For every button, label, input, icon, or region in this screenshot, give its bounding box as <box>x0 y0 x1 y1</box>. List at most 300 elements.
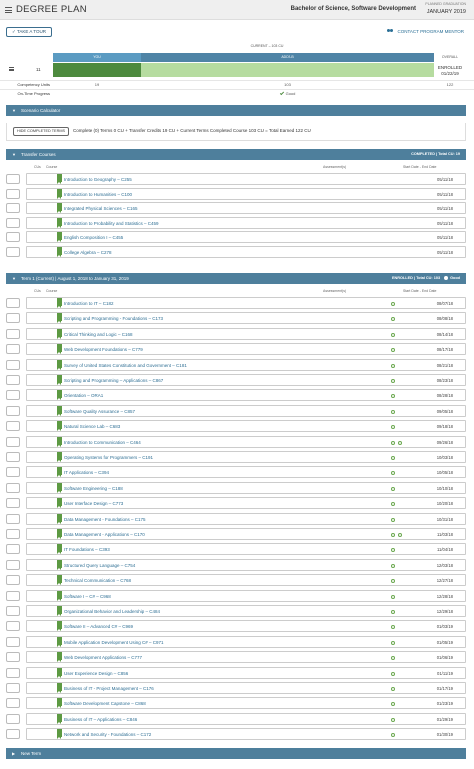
course-name-link[interactable]: Software II – Advanced C# – C969 <box>64 624 134 630</box>
course-card[interactable] <box>26 188 466 200</box>
bookmark-icon <box>57 498 62 506</box>
course-checkbox[interactable] <box>6 483 20 493</box>
assessment-icons <box>391 595 398 599</box>
course-checkbox[interactable] <box>6 683 20 693</box>
course-checkbox[interactable] <box>6 360 20 370</box>
course-card[interactable] <box>26 202 466 214</box>
course-name-link[interactable]: Software I – C# – C968 <box>64 593 111 599</box>
course-row[interactable] <box>6 451 466 463</box>
assessment-passed-icon[interactable] <box>391 364 395 368</box>
course-card[interactable] <box>26 297 466 309</box>
course-name-link[interactable]: Orientation – ORA1 <box>64 393 104 399</box>
course-checkbox[interactable] <box>6 668 20 678</box>
assessment-icons <box>391 364 398 368</box>
assessment-icons <box>391 548 398 552</box>
course-card[interactable] <box>26 328 466 340</box>
assessment-icons <box>391 502 398 506</box>
course-row[interactable] <box>6 697 466 709</box>
course-row[interactable] <box>6 466 466 478</box>
course-row[interactable] <box>6 482 466 494</box>
assessment-passed-icon[interactable] <box>391 564 395 568</box>
completed-progress-bar <box>53 63 141 77</box>
course-name-link[interactable]: Business of IT - Project Management – C176 <box>64 686 154 691</box>
course-checkbox[interactable] <box>6 247 20 257</box>
course-name-link[interactable]: Structured Query Language – C754 <box>64 562 136 568</box>
course-date: 05/11/18 <box>437 191 453 197</box>
course-card[interactable] <box>26 651 466 663</box>
bookmark-icon <box>57 483 62 491</box>
assessment-icons <box>391 333 398 337</box>
bookmark-icon <box>57 421 62 429</box>
course-checkbox[interactable] <box>6 437 20 447</box>
course-name-link[interactable]: Critical Thinking and Logic – C168 <box>64 331 133 337</box>
course-date: 12/03/18 <box>436 562 453 568</box>
assessment-passed-icon[interactable] <box>391 595 395 599</box>
assessment-icons <box>391 672 398 676</box>
course-card[interactable] <box>26 374 466 386</box>
course-row[interactable] <box>6 312 466 324</box>
bookmark-icon <box>57 467 62 475</box>
course-date: 01/06/19 <box>436 655 453 661</box>
status-good-icon <box>444 276 448 280</box>
course-name-link[interactable]: Software Engineering – C188 <box>64 485 123 491</box>
bookmark-icon <box>57 298 62 306</box>
scenario-summary: Complete (0) Terms 0 CU + Transfer Credits 19 CU + Current Terms Completed Course 103 CU = Total Earned 122 CU <box>73 128 311 133</box>
course-card[interactable] <box>26 682 466 694</box>
course-card[interactable] <box>26 543 466 555</box>
course-card[interactable] <box>26 590 466 602</box>
course-card[interactable] <box>26 559 466 571</box>
course-card[interactable] <box>26 482 466 494</box>
chevron-down-icon: ▼ <box>12 152 16 157</box>
course-card[interactable] <box>26 405 466 417</box>
transfer-courses-header[interactable]: ▼ Transfer Courses COMPLETED | Total CU: 19 <box>6 149 466 160</box>
course-name-link[interactable]: Survey of United States Constitution and Government – C181 <box>64 362 187 368</box>
course-card[interactable] <box>26 697 466 709</box>
course-name-link[interactable]: IT Foundations – C393 <box>64 547 110 553</box>
assessment-passed-icon[interactable] <box>391 518 395 522</box>
assessment-passed-icon[interactable] <box>391 718 395 722</box>
course-name-link[interactable]: Operating Systems for Programmers – C191 <box>64 455 154 460</box>
course-row[interactable] <box>6 682 466 694</box>
course-name-link[interactable]: Scripting and Programming - Foundations – C173 <box>64 316 164 322</box>
assessment-icons <box>391 471 398 475</box>
you-header: YOU <box>53 53 141 62</box>
course-card[interactable] <box>26 420 466 432</box>
assessment-icons <box>391 656 398 660</box>
course-row[interactable] <box>6 328 466 340</box>
course-row[interactable] <box>6 202 466 214</box>
course-name-link[interactable]: Organizational Behavior and Leadership – C484 <box>64 609 161 614</box>
assessment-passed-icon[interactable] <box>391 317 395 321</box>
course-row[interactable] <box>6 543 466 555</box>
assessment-icons <box>391 441 405 445</box>
competency-units-row: Competency Units 19 103 122 <box>0 80 474 88</box>
course-date: 12/28/18 <box>436 593 453 599</box>
bookmark-icon <box>57 606 62 614</box>
assessment-icons <box>391 348 398 352</box>
course-name-link[interactable]: Web Development Foundations – C779 <box>64 347 143 353</box>
course-card[interactable] <box>26 359 466 371</box>
course-card[interactable] <box>26 620 466 632</box>
course-checkbox[interactable] <box>6 467 20 477</box>
course-name-link[interactable]: Natural Science Lab – C683 <box>64 424 121 430</box>
assessment-passed-icon[interactable] <box>391 441 395 445</box>
course-row[interactable] <box>6 559 466 571</box>
course-date: 08/14/18 <box>436 331 453 337</box>
bookmark-icon <box>57 406 62 414</box>
course-date: 05/11/18 <box>437 249 453 255</box>
assessment-passed-icon[interactable] <box>391 641 395 645</box>
chevron-down-icon: ▼ <box>12 108 16 113</box>
hide-completed-terms-button[interactable]: HIDE COMPLETED TERMS <box>13 127 69 136</box>
course-card[interactable] <box>26 667 466 679</box>
course-name-link[interactable]: Business of IT – Applications – C846 <box>64 716 138 722</box>
course-date: 12/27/18 <box>436 578 453 584</box>
course-checkbox[interactable] <box>6 544 20 554</box>
course-row[interactable] <box>6 528 466 540</box>
course-name-link[interactable]: Network and Security - Foundations – C172 <box>64 732 152 738</box>
bookmark-icon <box>57 247 62 255</box>
course-name-link[interactable]: User Experience Design – C856 <box>64 670 129 676</box>
top-bar <box>0 0 474 20</box>
assessment-passed-icon[interactable] <box>391 471 395 475</box>
course-name-link[interactable]: English Composition I – C455 <box>64 235 124 240</box>
course-name-link[interactable]: Data Management - Applications – C170 <box>64 532 145 537</box>
course-row[interactable] <box>6 246 466 258</box>
course-checkbox[interactable] <box>6 174 20 184</box>
available-header: ADD'LB <box>141 53 434 62</box>
course-row[interactable] <box>6 728 466 740</box>
assessment-passed-icon[interactable] <box>391 302 395 306</box>
assessment-icons <box>391 487 398 491</box>
course-date: 09/05/18 <box>436 408 453 414</box>
course-card[interactable] <box>26 528 466 540</box>
assessment-icons <box>391 518 398 522</box>
course-name-link[interactable]: Mobile Application Development Using C# – C971 <box>64 639 164 645</box>
course-card[interactable] <box>26 173 466 185</box>
new-term-header[interactable]: ▶ New Term <box>6 748 466 759</box>
course-card[interactable] <box>26 451 466 463</box>
assessment-passed-icon[interactable] <box>391 702 395 706</box>
assessment-icons <box>391 410 398 414</box>
course-row[interactable] <box>6 497 466 509</box>
course-card[interactable] <box>26 246 466 258</box>
course-card[interactable] <box>26 605 466 617</box>
remaining-progress-bar <box>141 63 434 77</box>
assessment-icons <box>391 579 398 583</box>
course-date: 01/23/19 <box>436 701 453 707</box>
course-name-link[interactable]: Scripting and Programming – Applications – C867 <box>64 378 164 383</box>
bookmark-icon <box>57 189 62 197</box>
course-date: 08/07/18 <box>436 301 453 306</box>
bar-number: 11 <box>36 67 41 72</box>
assessment-passed-icon[interactable] <box>391 394 395 398</box>
assessment-passed-icon[interactable] <box>391 487 395 491</box>
assessment-passed-icon[interactable] <box>391 410 395 414</box>
course-row[interactable] <box>6 405 466 417</box>
assessment-passed-icon[interactable] <box>391 687 395 691</box>
bookmark-icon <box>57 729 62 737</box>
course-date: 08/21/18 <box>436 362 453 368</box>
course-checkbox[interactable] <box>6 637 20 647</box>
course-date: 10/10/18 <box>436 485 453 491</box>
course-card[interactable] <box>26 312 466 324</box>
assessment-icons <box>391 533 405 537</box>
current-cu-label: CURRENT – 103 CU <box>250 44 284 48</box>
course-row[interactable] <box>6 713 466 725</box>
course-date: 09/18/18 <box>436 424 453 430</box>
people-icon <box>387 29 394 34</box>
course-date: 08/23/18 <box>436 378 453 383</box>
bookmark-icon <box>57 544 62 552</box>
course-date: 08/08/18 <box>436 316 453 322</box>
course-card[interactable] <box>26 217 466 229</box>
course-row[interactable] <box>6 651 466 663</box>
course-row[interactable] <box>6 420 466 432</box>
course-date: 11/03/18 <box>437 532 453 537</box>
course-checkbox[interactable] <box>6 452 20 462</box>
course-card[interactable] <box>26 436 466 448</box>
bookmark-icon <box>57 360 62 368</box>
assessment-icons <box>391 394 398 398</box>
course-checkbox[interactable] <box>6 406 20 416</box>
assessment-passed-icon[interactable] <box>391 425 395 429</box>
course-card[interactable] <box>26 574 466 586</box>
course-checkbox[interactable] <box>6 498 20 508</box>
course-name-link[interactable]: User Interface Design – C773 <box>64 501 124 507</box>
course-checkbox[interactable] <box>6 390 20 400</box>
assessment-passed-icon[interactable] <box>391 656 395 660</box>
course-date: 01/29/19 <box>436 716 453 722</box>
course-row[interactable] <box>6 574 466 586</box>
bookmark-icon <box>57 452 62 460</box>
course-name-link[interactable]: Web Development Applications – C777 <box>64 655 142 661</box>
course-row[interactable] <box>6 636 466 648</box>
bookmark-icon <box>57 698 62 706</box>
course-row[interactable] <box>6 513 466 525</box>
assessment-passed-icon[interactable] <box>391 733 395 737</box>
course-card[interactable] <box>26 728 466 740</box>
course-row[interactable] <box>6 590 466 602</box>
course-name-link[interactable]: Software Development Capstone – C868 <box>64 701 146 707</box>
course-date: 01/11/19 <box>437 670 453 676</box>
menu-icon[interactable] <box>5 7 12 13</box>
assessment-passed-icon[interactable] <box>391 379 395 383</box>
course-row[interactable] <box>6 389 466 401</box>
scenario-calculator-panel <box>6 123 466 141</box>
course-name-link[interactable]: Introduction to Communication – C464 <box>64 439 141 445</box>
course-name-link[interactable]: IT Applications – C394 <box>64 470 109 476</box>
play-icon: ✓ <box>12 29 17 34</box>
course-card[interactable] <box>26 231 466 243</box>
assessment-passed-icon[interactable] <box>398 533 402 537</box>
course-date: 12/29/18 <box>436 609 453 614</box>
enrolled-status: ENROLLED 01/22/19 <box>437 65 463 76</box>
course-row[interactable] <box>6 436 466 448</box>
course-checkbox[interactable] <box>6 203 20 213</box>
assessment-icons <box>391 625 398 629</box>
course-row[interactable] <box>6 374 466 386</box>
course-row[interactable] <box>6 188 466 200</box>
transfer-column-headers: CUs Course Assessment(s) Start Date - End Date <box>34 165 437 169</box>
course-checkbox[interactable] <box>6 344 20 354</box>
assessment-passed-icon[interactable] <box>391 672 395 676</box>
bookmark-icon <box>57 375 62 383</box>
bookmark-icon <box>57 637 62 645</box>
assessment-icons <box>391 718 398 722</box>
assessment-icons <box>391 733 398 737</box>
course-checkbox[interactable] <box>6 591 20 601</box>
course-checkbox[interactable] <box>6 575 20 585</box>
assessment-passed-icon[interactable] <box>398 441 402 445</box>
bookmark-icon <box>57 575 62 583</box>
course-date: 05/11/18 <box>437 235 453 240</box>
course-checkbox[interactable] <box>6 514 20 524</box>
chevron-down-icon: ▼ <box>12 276 16 281</box>
course-date: 11/04/18 <box>437 547 453 553</box>
course-date: 01/03/19 <box>436 624 453 630</box>
assessment-icons <box>391 564 398 568</box>
course-date: 10/31/18 <box>436 516 453 522</box>
course-checkbox[interactable] <box>6 729 20 739</box>
assessment-passed-icon[interactable] <box>391 333 395 337</box>
course-row[interactable] <box>6 173 466 185</box>
course-name-link[interactable]: Technical Communication – C768 <box>64 578 132 584</box>
bookmark-icon <box>57 232 62 240</box>
course-date: 01/17/19 <box>436 686 453 691</box>
assessment-icons <box>391 702 398 706</box>
bookmark-icon <box>57 621 62 629</box>
assessment-icons <box>391 641 398 645</box>
check-icon <box>279 91 283 95</box>
course-checkbox[interactable] <box>6 621 20 631</box>
course-name-link[interactable]: Data Management - Foundations – C175 <box>64 516 146 522</box>
course-date: 08/28/18 <box>436 393 453 399</box>
on-time-progress-row: On-Time Progress Good <box>0 89 474 97</box>
course-name-link[interactable]: Integrated Physical Sciences – C165 <box>64 206 138 211</box>
course-checkbox[interactable] <box>6 652 20 662</box>
course-row[interactable] <box>6 343 466 355</box>
course-checkbox[interactable] <box>6 313 20 323</box>
course-row[interactable] <box>6 359 466 371</box>
bookmark-icon <box>57 652 62 660</box>
planned-graduation-date: JANUARY 2019 <box>426 9 466 15</box>
assessment-passed-icon[interactable] <box>391 625 395 629</box>
overall-header: OVERALL <box>441 55 459 59</box>
course-row[interactable] <box>6 667 466 679</box>
assessment-passed-icon[interactable] <box>391 502 395 506</box>
course-row[interactable] <box>6 231 466 243</box>
course-date: 10/05/18 <box>436 470 453 476</box>
course-checkbox[interactable] <box>6 529 20 539</box>
assessment-passed-icon[interactable] <box>391 610 395 614</box>
course-name-link[interactable]: Software Quality Assurance – C857 <box>64 408 136 414</box>
bookmark-icon <box>57 390 62 398</box>
course-checkbox[interactable] <box>6 606 20 616</box>
course-date: 05/11/18 <box>437 220 453 226</box>
course-date: 05/11/18 <box>437 177 453 182</box>
course-name-link[interactable]: College Algebra – C278 <box>64 249 112 255</box>
course-checkbox[interactable] <box>6 189 20 199</box>
term-1-header[interactable]: ▼ Term 1 (Current) | August 1, 2018 to January 31, 2019 ENROLLED | Total CU: 103 Good <box>6 273 466 284</box>
course-name-link[interactable]: Introduction to IT – C182 <box>64 301 114 306</box>
bookmark-icon <box>57 529 62 537</box>
scenario-calculator-header[interactable]: ▼ Scenario Calculator <box>6 105 466 116</box>
assessment-passed-icon[interactable] <box>391 548 395 552</box>
course-date: 08/17/18 <box>436 347 453 353</box>
course-row[interactable] <box>6 297 466 309</box>
course-date: 01/05/19 <box>436 639 453 645</box>
course-date: 10/20/18 <box>436 501 453 507</box>
course-card[interactable] <box>26 513 466 525</box>
take-a-tour-button[interactable]: ✓ TAKE A TOUR <box>6 27 52 37</box>
bookmark-icon <box>57 174 62 182</box>
course-name-link[interactable]: Introduction to Humanities – C100 <box>64 191 133 197</box>
program-name: Bachelor of Science, Software Development <box>290 6 416 12</box>
course-checkbox[interactable] <box>6 218 20 228</box>
app-title: DEGREE PLAN <box>16 4 87 15</box>
course-card[interactable] <box>26 343 466 355</box>
chevron-right-icon: ▶ <box>12 751 16 756</box>
course-checkbox[interactable] <box>6 421 20 431</box>
bookmark-icon <box>57 683 62 691</box>
bookmark-icon <box>57 218 62 226</box>
assessment-passed-icon[interactable] <box>391 456 395 460</box>
bookmark-icon <box>57 344 62 352</box>
list-icon[interactable] <box>9 67 14 71</box>
course-checkbox[interactable] <box>6 698 20 708</box>
assessment-passed-icon[interactable] <box>391 533 395 537</box>
course-row[interactable] <box>6 620 466 632</box>
assessment-passed-icon[interactable] <box>391 348 395 352</box>
bookmark-icon <box>57 313 62 321</box>
planned-graduation-label: PLANNED GRADUATION <box>425 2 466 6</box>
course-row[interactable] <box>6 217 466 229</box>
course-name-link[interactable]: Introduction to Probability and Statistics – C459 <box>64 220 159 226</box>
course-card[interactable] <box>26 389 466 401</box>
course-card[interactable] <box>26 497 466 509</box>
assessment-icons <box>391 302 398 306</box>
term-column-headers: CUs Course Assessment(s) Start Date - End Date <box>34 289 437 293</box>
bookmark-icon <box>57 560 62 568</box>
course-checkbox[interactable] <box>6 375 20 385</box>
course-checkbox[interactable] <box>6 560 20 570</box>
course-checkbox[interactable] <box>6 329 20 339</box>
course-name-link[interactable]: Introduction to Geography – C255 <box>64 177 132 182</box>
assessment-icons <box>391 456 398 460</box>
course-row[interactable] <box>6 605 466 617</box>
course-checkbox[interactable] <box>6 232 20 242</box>
bookmark-icon <box>57 203 62 211</box>
bookmark-icon <box>57 514 62 522</box>
assessment-passed-icon[interactable] <box>391 579 395 583</box>
assessment-icons <box>391 687 398 691</box>
course-date: 05/11/18 <box>437 206 453 211</box>
course-checkbox[interactable] <box>6 714 20 724</box>
bookmark-icon <box>57 668 62 676</box>
course-checkbox[interactable] <box>6 298 20 308</box>
bookmark-icon <box>57 714 62 722</box>
contact-mentor-link[interactable]: CONTACT PROGRAM MENTOR <box>387 29 464 34</box>
course-date: 01/30/19 <box>436 732 453 738</box>
course-date: 10/03/18 <box>436 455 453 460</box>
course-card[interactable] <box>26 636 466 648</box>
bookmark-icon <box>57 329 62 337</box>
course-card[interactable] <box>26 466 466 478</box>
course-card[interactable] <box>26 713 466 725</box>
assessment-icons <box>391 610 398 614</box>
